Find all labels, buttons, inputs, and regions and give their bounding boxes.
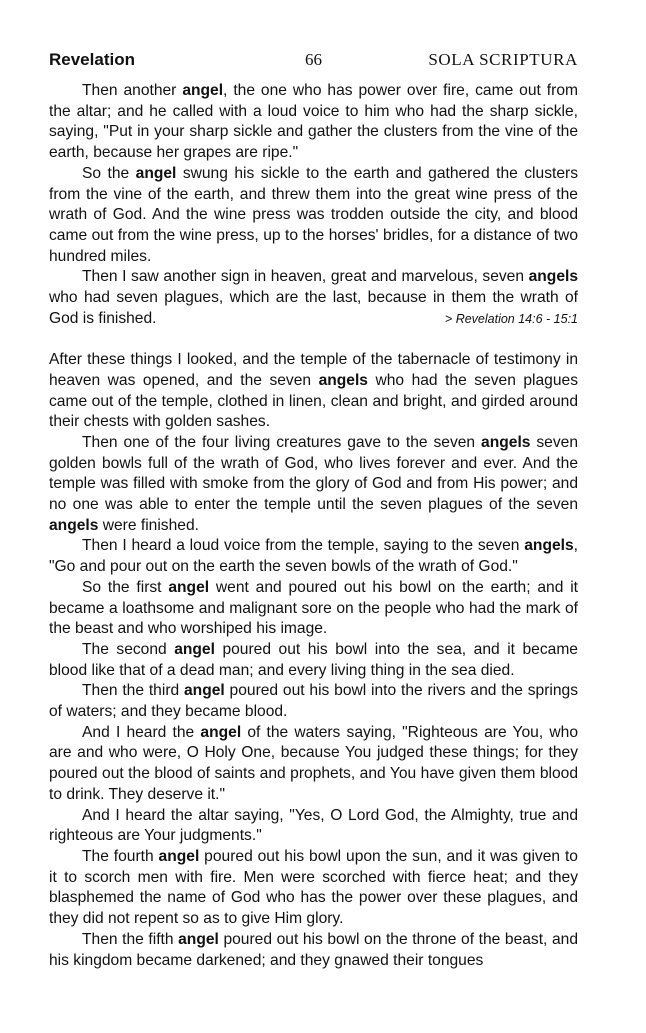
text-run: seven golden bowls full of the wrath of God, who lives forever and ever. And the temple was filled with smoke from the glory of God and from His power; and no one was able to enter the temple until the seven plagues of the seven	[49, 433, 578, 514]
bold-keyword: angel	[158, 848, 200, 865]
bold-keyword: angel	[178, 930, 219, 948]
text-run: poured out his bowl into the sea, and it became blood like that of a dead man; and every living thing in the sea died.	[49, 640, 578, 679]
paragraph	[49, 847, 578, 930]
bold-keyword: angel	[184, 682, 225, 700]
bold-keyword: angels	[481, 433, 531, 451]
section-gap	[49, 329, 578, 350]
paragraph	[49, 433, 578, 537]
text-run: poured out his bowl on the throne of the beast, and his kingdom became darkened; and they gnawed their tongues	[49, 930, 578, 969]
bold-keyword: angel	[182, 82, 224, 99]
paragraph	[49, 806, 578, 847]
bold-keyword: angels	[528, 268, 578, 286]
bold-keyword: angel	[135, 164, 177, 182]
paragraph	[49, 681, 578, 722]
bold-keyword: angel	[174, 640, 215, 658]
paragraph	[49, 723, 578, 806]
text-run: , the one who has power over fire, came out from the altar; and he called with a loud voice to him who had the sharp sickle, saying, "Put in your sharp sickle and gather the clusters from the vine of the earth, because her grapes are ripe."	[49, 82, 578, 162]
bold-keyword: angels	[524, 537, 574, 555]
paragraph	[49, 350, 578, 433]
text-run: swung his sickle to the earth and gathered the clusters from the vine of the earth, and threw them into the great wine press of the wrath of God. And the wine press was trodden outside the city, and blood came out from the wine press, up to the horses' bridles, for a distance of two hundred miles.	[49, 164, 578, 265]
text-run: , "Go and pour out on the earth the seven bowls of the wrath of God."	[49, 537, 578, 576]
bold-keyword: angels	[318, 371, 368, 389]
paragraph	[49, 578, 578, 640]
page-number: 66	[305, 50, 322, 69]
paragraph	[49, 164, 578, 268]
bold-keyword: angels	[49, 516, 99, 534]
text-run: Then one of the four living creatures gave to the seven	[82, 433, 482, 451]
text-run: After these things I looked, and the temple of the tabernacle of testimony in heaven was opened, and the seven	[49, 351, 578, 389]
paragraph	[49, 640, 578, 681]
bold-keyword: angel	[200, 723, 242, 741]
paragraph	[49, 930, 578, 971]
text-run: So the first	[82, 578, 169, 596]
paragraph	[49, 81, 578, 164]
text-run: The fourth	[82, 848, 159, 865]
text-run: Then I saw another sign in heaven, great and marvelous, seven	[82, 268, 529, 286]
book-title: Revelation	[49, 50, 135, 69]
text-run: of the waters saying, "Righteous are You, who are and who were, O Holy One, because You judged these things; for they poured out the blood of saints and prophets, and You have given them blood to drink. They deserve it."	[49, 723, 578, 803]
text-run: And I heard the altar saying, "Yes, O Lord God, the Almighty, true and righteous are Your judgments."	[49, 806, 578, 845]
text-run: poured out his bowl into the rivers and the springs of waters; and they became blood.	[49, 682, 578, 721]
text-run: Then I heard a loud voice from the temple, saying to the seven	[82, 537, 525, 555]
text-run: who had seven plagues, which are the last, because in them the wrath of God is finished.	[49, 289, 578, 327]
text-run: So the	[82, 164, 136, 182]
text-run: poured out his bowl upon the sun, and it was given to it to scorch men with fire. Men were scorched with fierce heat; and they blasphemed the name of God who has the power over these plagues, and they did not repent so as to give Him glory.	[49, 848, 578, 928]
series-title: SOLA SCRIPTURA	[428, 50, 578, 69]
paragraph	[49, 536, 578, 577]
text-run: Then the third	[82, 682, 184, 700]
text-run: who had the seven plagues came out of the temple, clothed in linen, clean and bright, and girded around their chests with golden sashes.	[49, 371, 578, 431]
paragraph	[49, 267, 578, 329]
text-run: went and poured out his bowl on the earth; and it became a loathsome and malignant sore on the people who had the mark of the beast and who worshiped his image.	[49, 578, 579, 638]
document-body	[49, 81, 578, 971]
text-run: The second	[82, 640, 175, 658]
scripture-reference: > Revelation 14:6 - 15:1	[444, 311, 578, 326]
bold-keyword: angel	[168, 578, 210, 596]
text-run: Then the fifth	[82, 930, 179, 948]
text-run: were finished.	[98, 516, 199, 534]
page-header	[49, 47, 578, 81]
text-run: And I heard the	[82, 723, 201, 741]
document-page	[49, 47, 578, 971]
text-run: Then another	[82, 82, 183, 99]
